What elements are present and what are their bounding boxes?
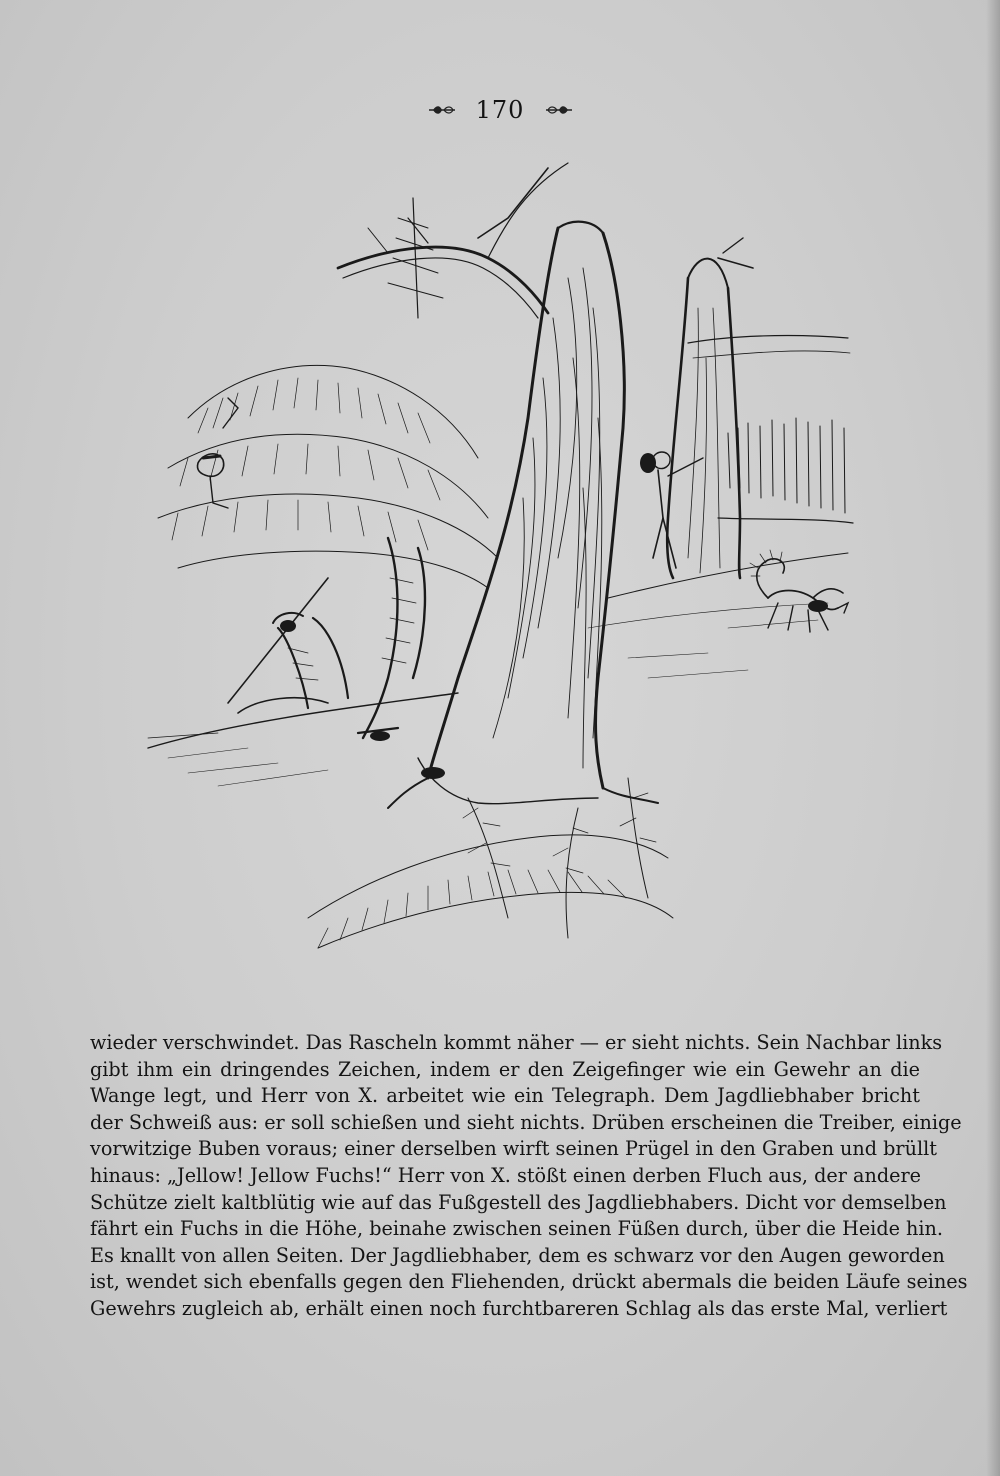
page-header [0,96,1000,132]
text-line: vorwitzige Buben voraus; einer derselben wirft seinen Prügel in den Graben und brüllt [90,1137,937,1161]
text-line: der Schweiß aus: er soll schießen und sieht nichts. Drüben erscheinen die Treiber, einige [90,1110,962,1134]
text-line: wieder verschwindet. Das Rascheln kommt näher — er sieht nichts. Sein Nachbar links [90,1031,943,1054]
page-edge-shadow [986,0,1000,1476]
leaf-ornament-left-icon [427,102,457,118]
text-line: Schütze zielt kaltblütig wie auf das Fußgestell des Jagdliebhabers. Dicht vor demselben [90,1190,947,1214]
hunting-scene-illustration [128,158,868,988]
text-line: fährt ein Fuchs in die Höhe, beinahe zwischen seinen Füßen durch, über die Heide hin. [90,1217,944,1241]
text-line: hinaus: „Jellow! Jellow Fuchs!“ Herr von X. stößt einen derben Fluch aus, der andere [90,1163,922,1187]
leaf-ornament-right-icon [544,102,574,118]
text-line: gibt ihm ein dringendes Zeichen, indem er den Zeigefinger wie ein Gewehr an die [90,1057,920,1081]
text-line: Es knallt von allen Seiten. Der Jagdliebhaber, dem es schwarz vor den Augen geworden [90,1243,945,1267]
text-line: Gewehrs zugleich ab, erhält einen noch furchtbareren Schlag als das erste Mal, verliert [90,1296,948,1320]
text-line: Wange legt, und Herr von X. arbeitet wie ein Telegraph. Dem Jagdliebhaber bricht [90,1084,920,1108]
body-text [90,1030,968,1323]
page-number: 170 [475,96,525,124]
text-line: ist, wendet sich ebenfalls gegen den Fliehenden, drückt abermals die beiden Läufe seines [90,1270,968,1294]
